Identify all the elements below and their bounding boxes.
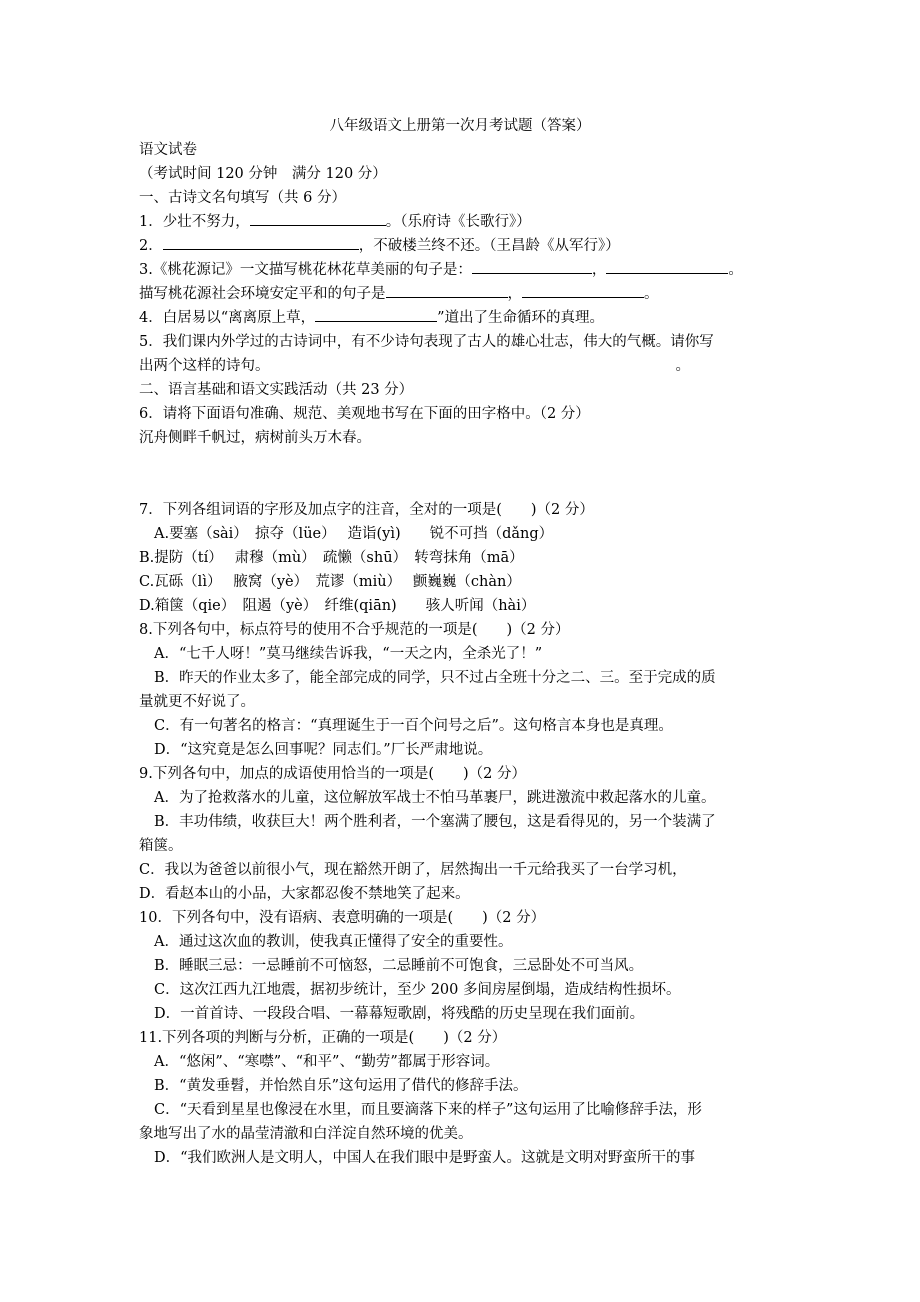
question-7-option-d: D.箱箧（qie） 阻遏（yè） 纤维(qiān) 骇人听闻（hài） (139, 598, 536, 614)
punctuation: ， (591, 262, 607, 278)
question-4 (139, 306, 784, 330)
question-text: 描写桃花源社会环境安定平和的句子是 (139, 286, 386, 302)
question-7-option-c: C.瓦砾（lì） 腋窝（yè） 荒谬（miù） 颤巍巍（chàn） (139, 574, 521, 590)
answer-blank (472, 258, 592, 274)
section-heading-2: 二、语言基础和语文实践活动（共 23 分） (139, 382, 414, 398)
question-9-stem: 9.下列各句中，加点的成语使用恰当的一项是( )（2 分） (139, 766, 526, 782)
punctuation: ， (507, 286, 522, 302)
question-8-stem: 8.下列各句中，标点符号的使用不合乎规范的一项是( )（2 分） (139, 622, 570, 638)
answer-blank (163, 234, 359, 250)
question-10-option-a: A．通过这次血的教训，使我真正懂得了安全的重要性。 (154, 934, 513, 950)
punctuation: 。 (728, 262, 743, 278)
question-3-line-1 (139, 258, 784, 282)
question-8-option-d: D．“这究竟是怎么回事呢？同志们。”厂长严肃地说。 (154, 742, 493, 758)
answer-blank (386, 282, 508, 298)
question-6-stem: 6．请将下面语句准确、规范、美观地书写在下面的田字格中。（2 分） (139, 406, 590, 422)
question-9-option-b-cont: 箱箧。 (139, 838, 183, 854)
question-text: 。（乐府诗《长歌行》） (385, 214, 531, 230)
answer-blank (250, 210, 386, 226)
question-9-option-d: D．看赵本山的小品，大家都忍俊不禁地笑了起来。 (139, 886, 470, 902)
answer-blank (522, 282, 644, 298)
question-10-option-b: B．睡眠三忌：一忌睡前不可恼怒，二忌睡前不可饱食，三忌卧处不可当风。 (154, 958, 644, 974)
question-10-stem: 10．下列各句中，没有语病、表意明确的一项是( )（2 分） (139, 910, 546, 926)
question-text: ，不破楼兰终不还。（王昌龄《从军行》） (358, 238, 620, 254)
question-8-option-b-cont: 量就更不好说了。 (139, 694, 255, 710)
answer-blank (606, 258, 728, 274)
question-2 (139, 234, 784, 258)
question-5-line-2 (139, 354, 784, 378)
section-heading-1: 一、古诗文名句填写（共 6 分） (139, 190, 346, 206)
page-title: 八年级语文上册第一次月考试题（答案） (329, 118, 591, 134)
question-11-option-c-cont: 象地写出了水的晶莹清澈和白洋淀自然环境的优美。 (139, 1126, 473, 1142)
paper-subtitle: 语文试卷 (139, 142, 197, 158)
question-text: ”道出了生命循环的真理。 (437, 310, 605, 326)
question-9-option-a: A．为了抢救落水的儿童，这位解放军战士不怕马革裹尸，跳进激流中救起落水的儿童。 (154, 790, 716, 806)
question-3-line-2 (139, 282, 784, 306)
question-7-option-a: A.要塞（sài） 掠夺（lüe） 造诣(yì) 锐不可挡（dǎng） (154, 526, 554, 542)
question-5-line-1: 5．我们课内外学过的古诗词中，有不少诗句表现了古人的雄心壮志，伟大的气概。请你写 (139, 334, 714, 350)
question-11-stem: 11.下列各项的判断与分析，正确的一项是( )（2 分） (139, 1030, 507, 1046)
question-8-option-c: C．有一句著名的格言：“真理诞生于一百个问号之后”。这句格言本身也是真理。 (154, 718, 673, 734)
question-9-option-b: B．丰功伟绩，收获巨大！两个胜利者，一个塞满了腰包，这是看得见的，另一个装满了 (154, 814, 716, 830)
question-10-option-c: C．这次江西九江地震，据初步统计，至少 200 多间房屋倒塌，造成结构性损坏。 (154, 982, 681, 998)
question-text: 3.《桃花源记》一文描写桃花林花草美丽的句子是： (139, 262, 472, 278)
question-1 (139, 210, 784, 234)
question-6-text: 沉舟侧畔千帆过，病树前头万木春。 (139, 430, 371, 446)
exam-info: （考试时间 120 分钟 满分 120 分） (139, 166, 387, 182)
question-10-option-d: D．一首首诗、一段段合唱、一幕幕短歌剧，将残酷的历史呈现在我们面前。 (154, 1006, 645, 1022)
question-8-option-a: A．“七千人呀！”莫马继续告诉我，“一天之内，全杀光了！” (154, 646, 543, 662)
question-11-option-a: A．“悠闲”、“寒噤”、“和平”、“勤劳”都属于形容词。 (154, 1054, 500, 1070)
punctuation: 。 (675, 358, 690, 374)
punctuation: 。 (644, 286, 659, 302)
question-9-option-c: C．我以为爸爸以前很小气，现在豁然开朗了，居然掏出一千元给我买了一台学习机， (139, 862, 687, 878)
question-text: 4．白居易以“离离原上草， (139, 310, 316, 326)
question-8-option-b: B．昨天的作业太多了，能全部完成的同学，只不过占全班十分之二、三。至于完成的质 (154, 670, 716, 686)
question-11-option-c: C．“天看到星星也像浸在水里，而且要滴落下来的样子”这句运用了比喻修辞手法，形 (154, 1102, 702, 1118)
question-text: 1．少壮不努力， (139, 214, 250, 230)
question-7-option-b: B.提防（tí） 肃穆（mù） 疏懒（shū） 转弯抹角（mā） (139, 550, 524, 566)
question-7-stem: 7．下列各组词语的字形及加点字的注音，全对的一项是( )（2 分） (139, 502, 594, 518)
question-text: 2． (139, 238, 163, 254)
question-text: 出两个这样的诗句。 (139, 358, 270, 374)
question-11-option-d: D．“我们欧洲人是文明人，中国人在我们眼中是野蛮人。这就是文明对野蛮所干的事 (154, 1150, 696, 1166)
answer-blank (315, 306, 437, 322)
question-11-option-b: B．“黄发垂髫，并怡然自乐”这句运用了借代的修辞手法。 (154, 1078, 528, 1094)
